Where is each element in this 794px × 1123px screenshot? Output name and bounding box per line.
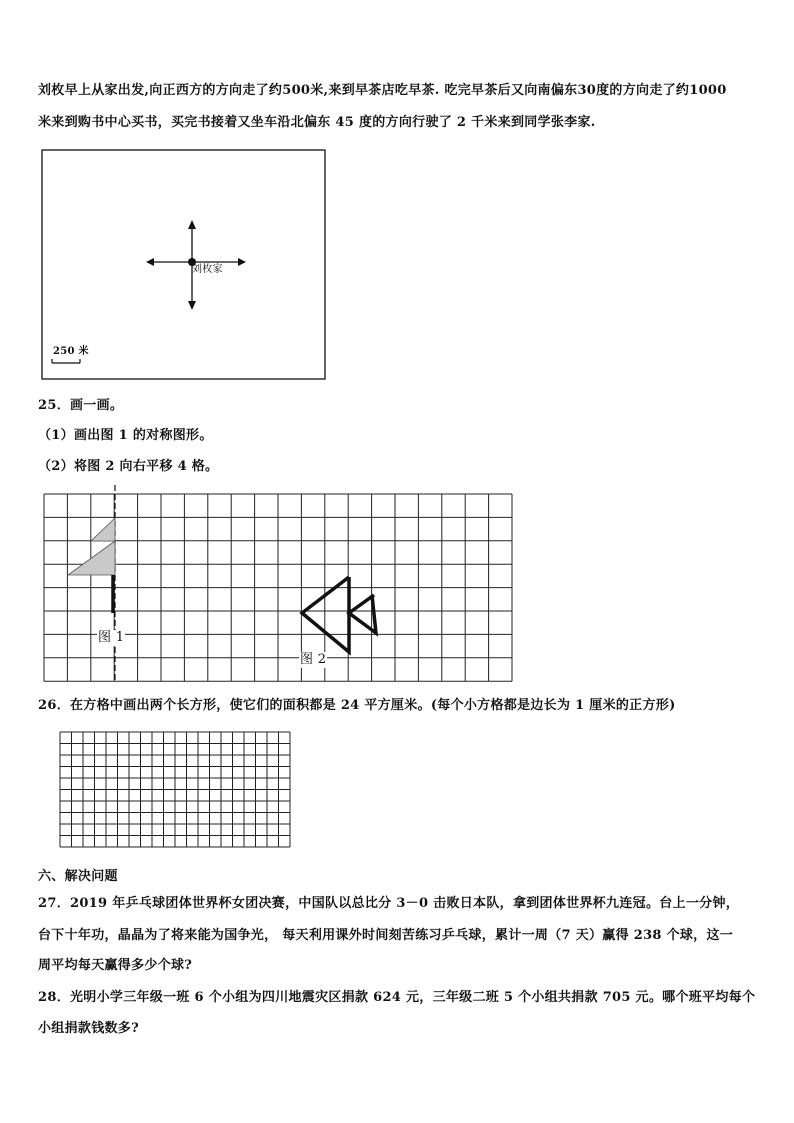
problem27-line3: 周平均每天赢得多少个球? xyxy=(38,958,193,973)
problem25-part2: （2）将图 2 向右平移 4 格。 xyxy=(38,459,219,474)
problem24-line1: 刘枚早上从家出发,向正西方的方向走了约500米,来到早茶店吃早茶. 吃完早茶后又向南偏东30度的方向走了约1000 xyxy=(38,83,727,98)
section6-title: 六、解决问题 xyxy=(38,869,118,884)
problem26-text: 26．在方格中画出两个长方形，使它们的面积都是 24 平方厘米。(每个小方格都是边长为 1 厘米的正方形) xyxy=(38,698,676,713)
problem28-line2: 小组捐款钱数多? xyxy=(38,1021,140,1036)
problem27-line1: 27．2019 年乒乓球团体世界杯女团决赛，中国队以总比分 3－0 击败日本队，拿到团体世界杯九连冠。台上一分钟， xyxy=(38,896,740,911)
figure1-label: 图 1 xyxy=(98,630,125,645)
figure2-label: 图 2 xyxy=(300,652,327,667)
problem25-part1: （1）画出图 1 的对称图形。 xyxy=(38,428,213,443)
scale-label: 250 米 xyxy=(53,346,89,357)
problem27-line2: 台下十年功，晶晶为了将来能为国争光， 每天利用课外时间刻苦练习乒乓球，累计一周（7 天）赢得 238 个球，这一 xyxy=(38,928,734,943)
problem25-title: 25．画一画。 xyxy=(38,398,124,413)
home-label: 刘枚家 xyxy=(192,264,223,275)
problem28-line1: 28．光明小学三年级一班 6 个小组为四川地震灾区捐款 624 元，三年级二班 5 个小组共捐款 705 元。哪个班平均每个 xyxy=(38,990,756,1005)
problem24-line2: 米来到购书中心买书，买完书接着又坐车沿北偏东 45 度的方向行驶了 2 千米来到同学张李家. xyxy=(38,115,596,130)
